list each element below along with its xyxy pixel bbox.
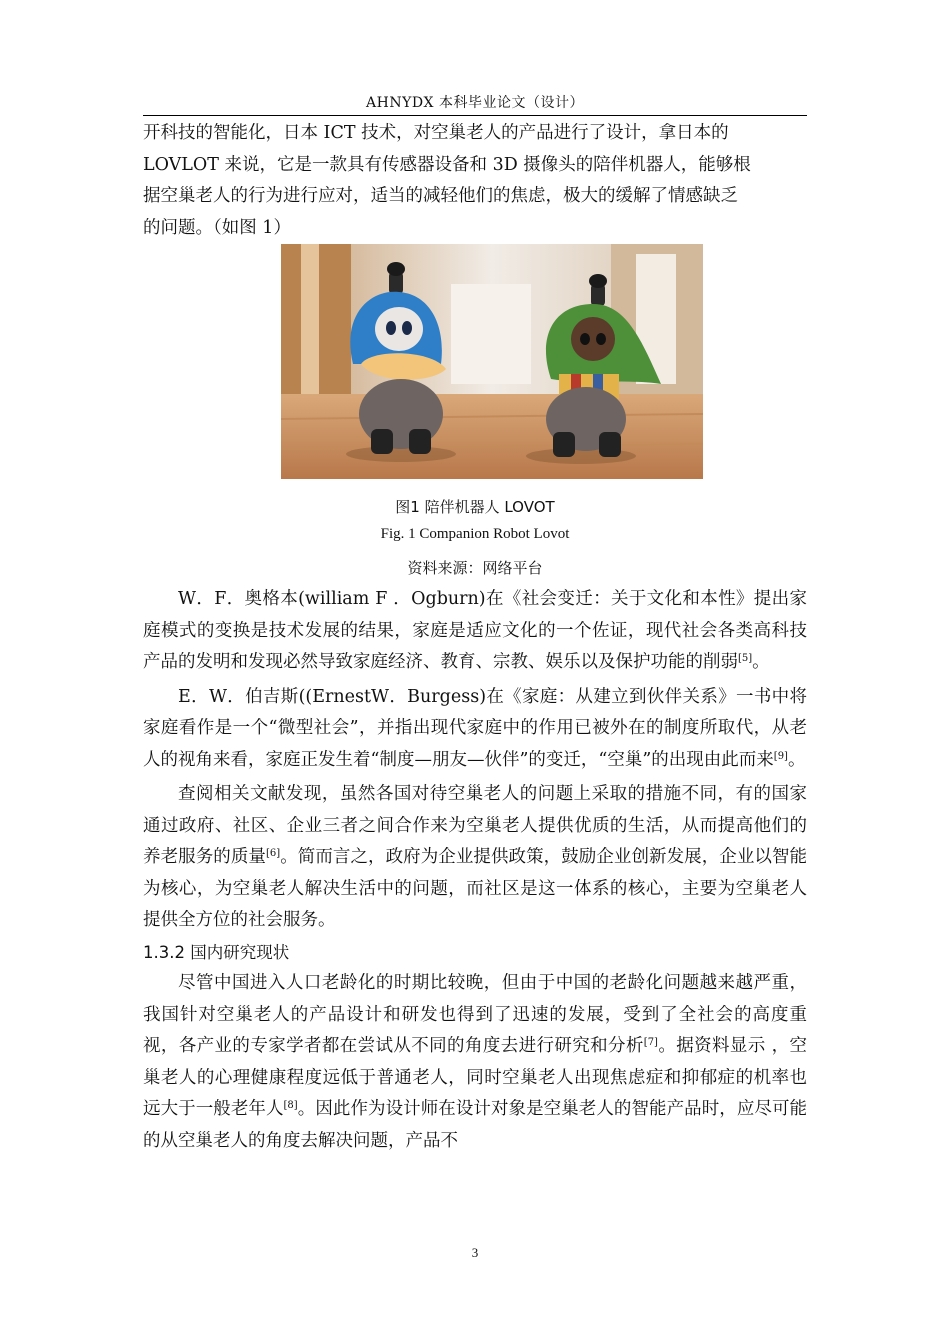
- main-body: [143, 584, 807, 1157]
- figure-photo: [281, 244, 703, 479]
- intro-line-3: 据空巢老人的行为进行应对，适当的减轻他们的焦虑，极大的缓解了情感缺乏: [143, 186, 738, 206]
- citation-5: [5]: [738, 653, 753, 664]
- paragraph-ogburn: [143, 584, 807, 679]
- paragraph-burgess: [143, 682, 807, 777]
- paragraph-literature-text-a: 查阅相关文献发现，虽然各国对待空巢老人的问题上采取的措施不同，有的国家通过政府、社区、企业三者之间合作来为空巢老人提供优质的生活，从而提高他们的养老服务的质量: [143, 784, 807, 867]
- intro-line-1: 开科技的智能化，日本 ICT 技术，对空巢老人的产品进行了设计，拿日本的: [143, 123, 729, 143]
- intro-line-4: 的问题。（如图 1）: [143, 217, 291, 238]
- running-header: AHNYDX 本科毕业论文（设计）: [366, 95, 584, 111]
- intro-paragraph: [143, 118, 807, 244]
- figure-caption-en: Fig. 1 Companion Robot Lovot: [380, 526, 570, 542]
- paragraph-domestic-text-b: 。据资料显示 ，空巢老人的心理健康程度远低于普通老人，同时空巢老人出现焦虑症和抑郁症的机率也远大于一般老年人: [143, 1036, 808, 1119]
- robot-photo-illustration: [281, 244, 703, 479]
- figure-caption-cn: 图1 陪伴机器人 LOVOT: [395, 498, 555, 516]
- citation-8: [8]: [283, 1100, 298, 1111]
- header-rule: [143, 115, 807, 116]
- figure-source: 资料来源：网络平台: [407, 559, 543, 577]
- paragraph-literature-text-b: 。简而言之，政府为企业提供政策，鼓励企业创新发展，企业以智能为核心，为空巢老人解决生活中的问题，而社区是这一体系的核心，主要为空巢老人提供全方位的社会服务。: [143, 847, 808, 930]
- paragraph-literature: [143, 779, 807, 937]
- intro-line-2: LOVLOT 来说，它是一款具有传感器设备和 3D 摄像头的陪伴机器人，能够根: [143, 154, 751, 175]
- paragraph-domestic: [143, 968, 807, 1157]
- paragraph-ogburn-tail: 。: [752, 652, 770, 672]
- section-heading: 1.3.2 国内研究现状: [143, 942, 290, 962]
- citation-7: [7]: [643, 1037, 658, 1048]
- paragraph-burgess-text: E．W．伯吉斯((ErnestW．Burgess)在《家庭：从建立到伙伴关系》一书中将家庭看作是一个“微型社会”，并指出现代家庭中的作用已被外在的制度所取代，从老人的视角来看，家庭正发生着“制度—朋友—伙伴”的变迁，“空巢”的出现由此而来: [143, 686, 807, 770]
- page-number: 3: [471, 1245, 479, 1260]
- paragraph-ogburn-text: W．F．奥格本(william F ．Ogburn)在《社会变迁：关于文化和本性》提出家庭模式的变换是技术发展的结果，家庭是适应文化的一个佐证，现代社会各类高科技产品的发明和发现必然导致家庭经济、教育、宗教、娱乐以及保护功能的削弱: [143, 589, 807, 672]
- paragraph-burgess-tail: 。: [787, 749, 806, 770]
- citation-9: [9]: [773, 750, 788, 762]
- paragraph-domestic-text-c: 。因此作为设计师在设计对象是空巢老人的智能产品时，应尽可能的从空巢老人的角度去解决问题，产品不: [143, 1099, 808, 1151]
- paragraph-domestic-text-a: 尽管中国进入人口老龄化的时期比较晚，但由于中国的老龄化问题越来越严重，我国针对空巢老人的产品设计和研发也得到了迅速的发展，受到了全社会的高度重视，各产业的专家学者都在尝试从不同的角度去进行研究和分析: [143, 973, 807, 1056]
- citation-6: [6]: [265, 848, 281, 859]
